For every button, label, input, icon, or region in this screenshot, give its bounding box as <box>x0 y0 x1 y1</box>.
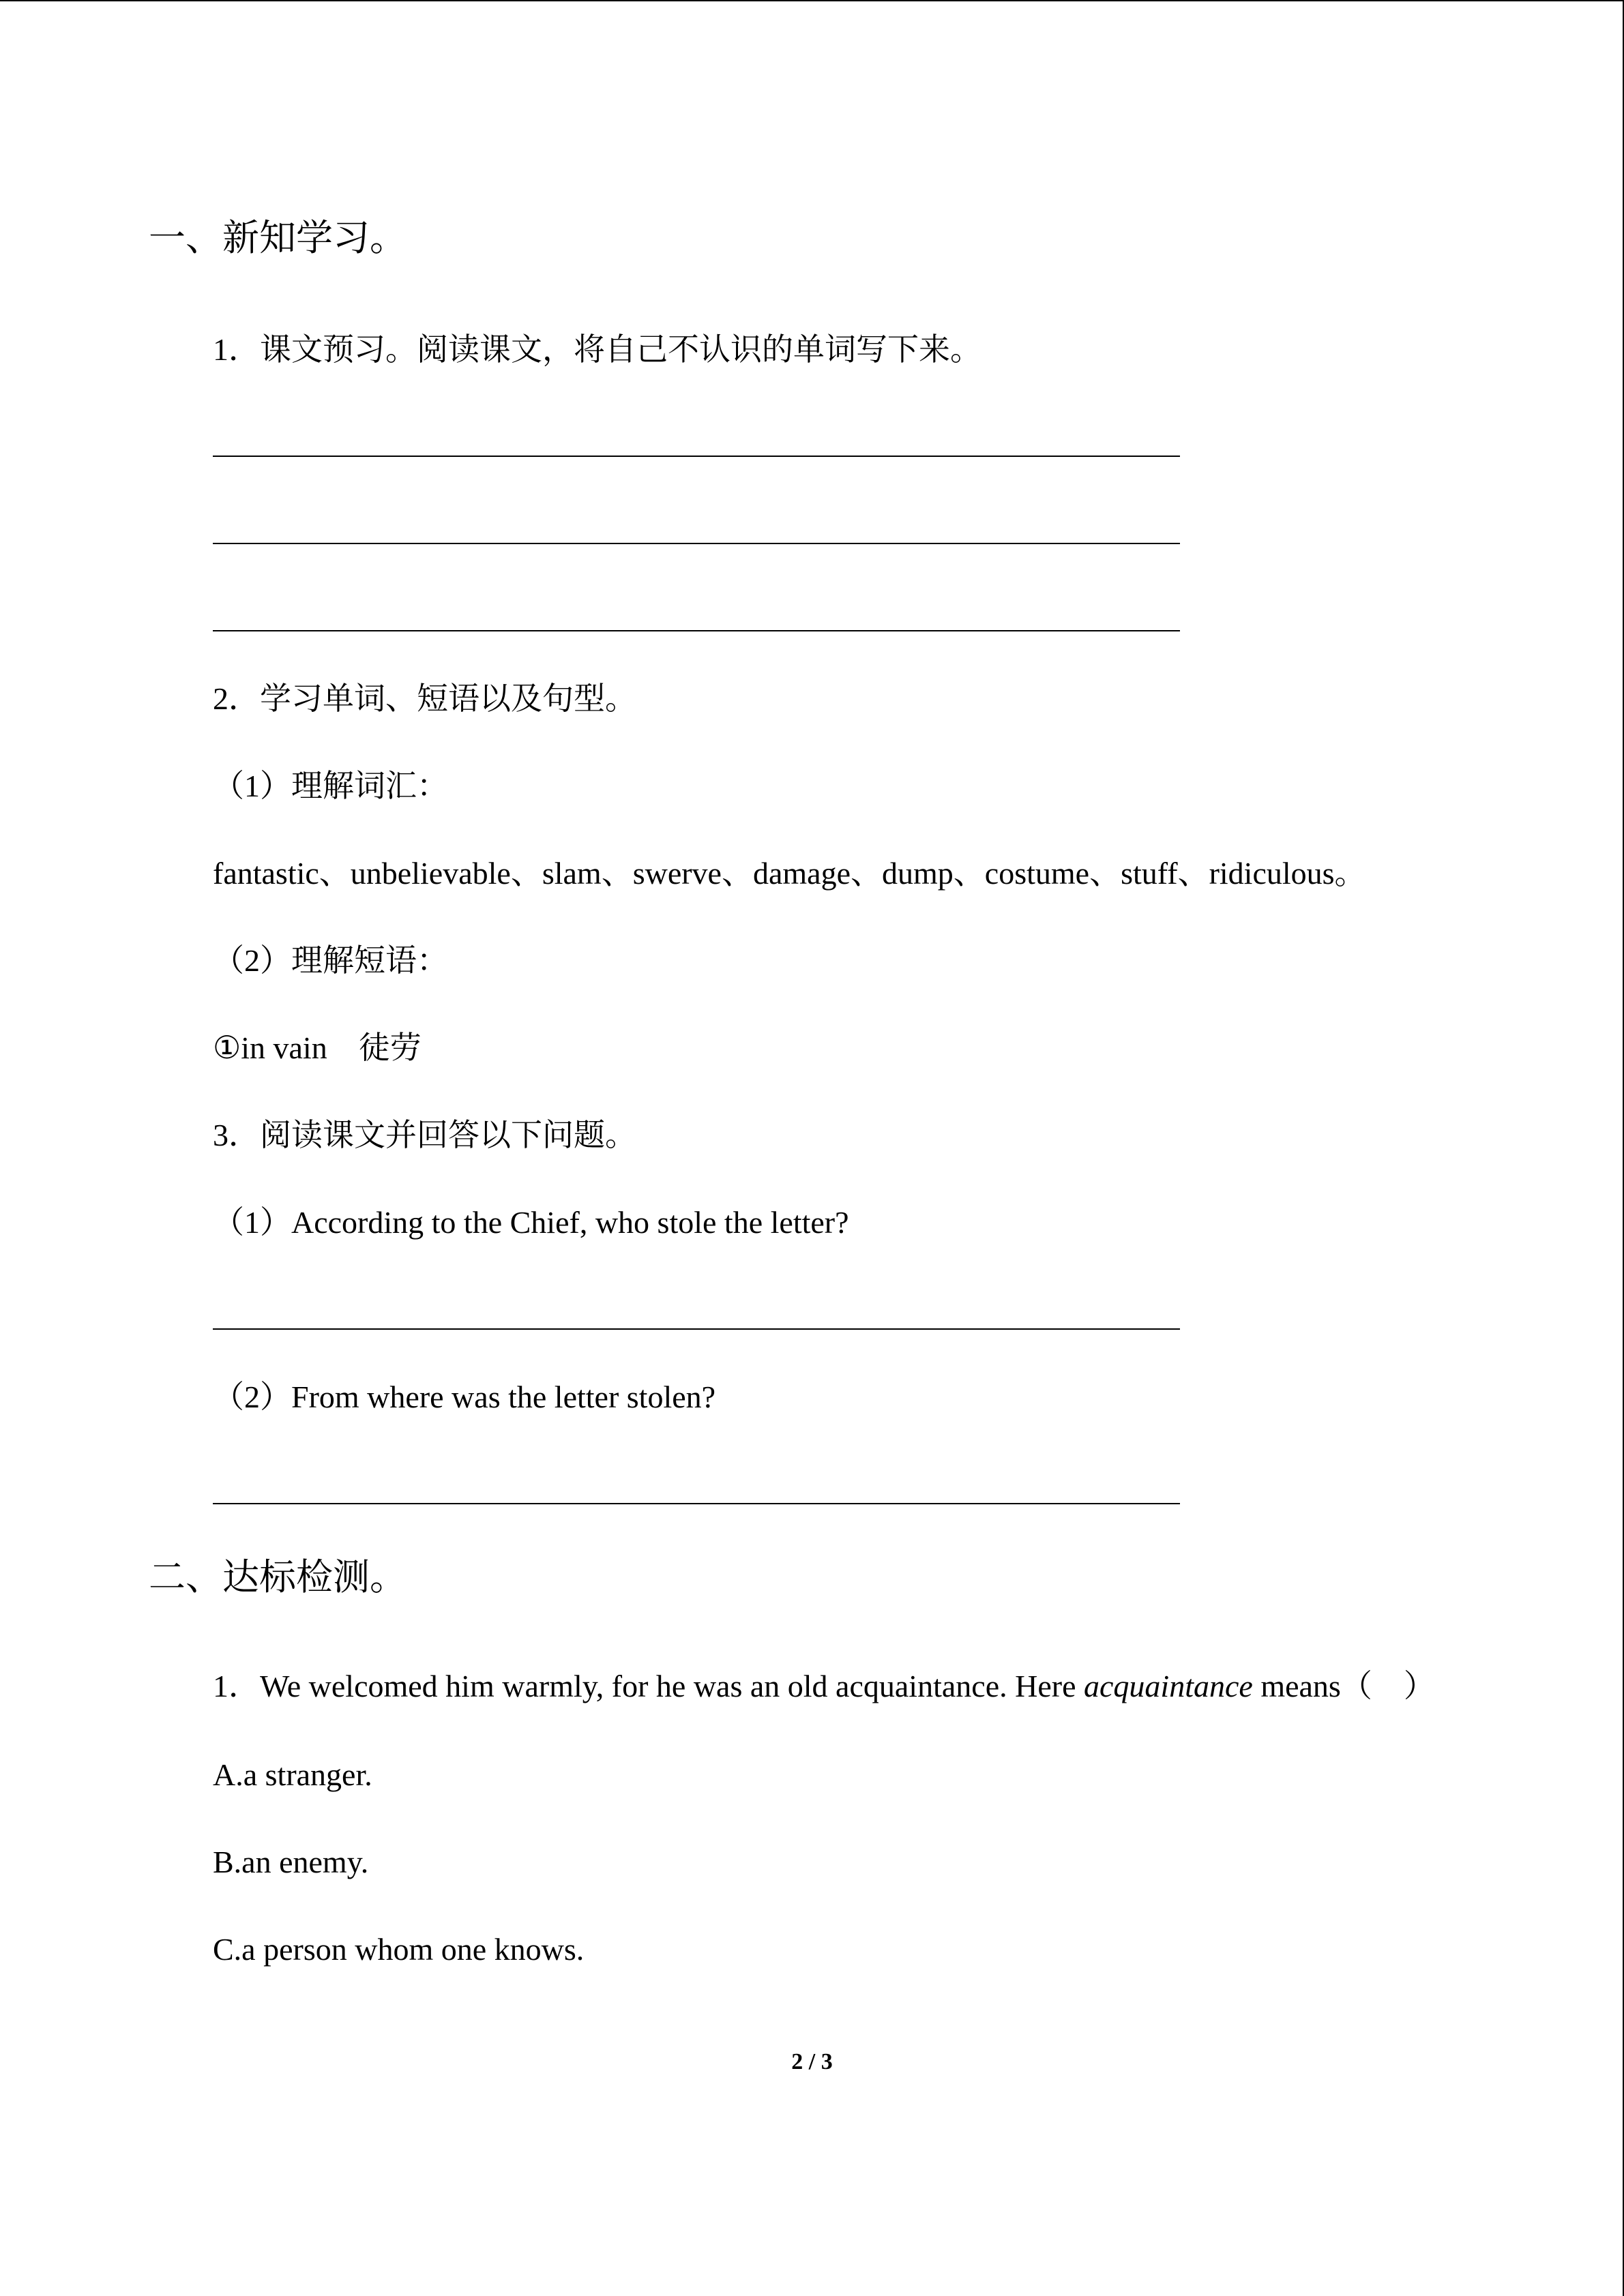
answer-line[interactable] <box>213 456 1180 457</box>
vocab-sub-label: （1）理解词汇： <box>213 769 448 803</box>
test-question-1 <box>213 1671 1435 1702</box>
question-2-label: 2．学习单词、短语以及句型。 <box>213 681 636 716</box>
question-3-sub-1: （1）According to the Chief, who stole the letter? <box>213 1205 849 1240</box>
answer-line[interactable] <box>213 630 1180 631</box>
option-b: B.an enemy. <box>213 1845 369 1879</box>
option-c: C.a person whom one knows. <box>213 1932 585 1967</box>
phrase-sub-label: （2）理解短语： <box>213 943 448 978</box>
option-a: A.a stranger. <box>213 1757 372 1792</box>
section-heading-1: 一、新知学习。 <box>149 218 407 258</box>
phrase-item: ①in vain 徒劳 <box>213 1030 422 1065</box>
question-3-sub-2: （2）From where was the letter stolen? <box>213 1380 716 1414</box>
answer-line[interactable] <box>213 1503 1180 1504</box>
page-number: 2 / 3 <box>791 2049 833 2074</box>
answer-line[interactable] <box>213 1328 1180 1330</box>
question-3-label: 3．阅读课文并回答以下问题。 <box>213 1118 636 1152</box>
section-heading-2: 二、达标检测。 <box>149 1557 407 1598</box>
answer-line[interactable] <box>213 543 1180 544</box>
test-question-1-text: 1．We welcomed him warmly, for he was an old acquaintance. Here <box>213 1669 1084 1703</box>
test-question-1-keyword: acquaintance <box>1084 1669 1253 1703</box>
vocab-list: fantastic、unbelievable、slam、swerve、damage、dump、costume、stuff、ridiculous。 <box>213 856 1366 891</box>
question-1-label: 1．课文预习。阅读课文，将自己不认识的单词写下来。 <box>213 332 981 367</box>
test-question-1-blank: means（ ） <box>1252 1669 1435 1703</box>
